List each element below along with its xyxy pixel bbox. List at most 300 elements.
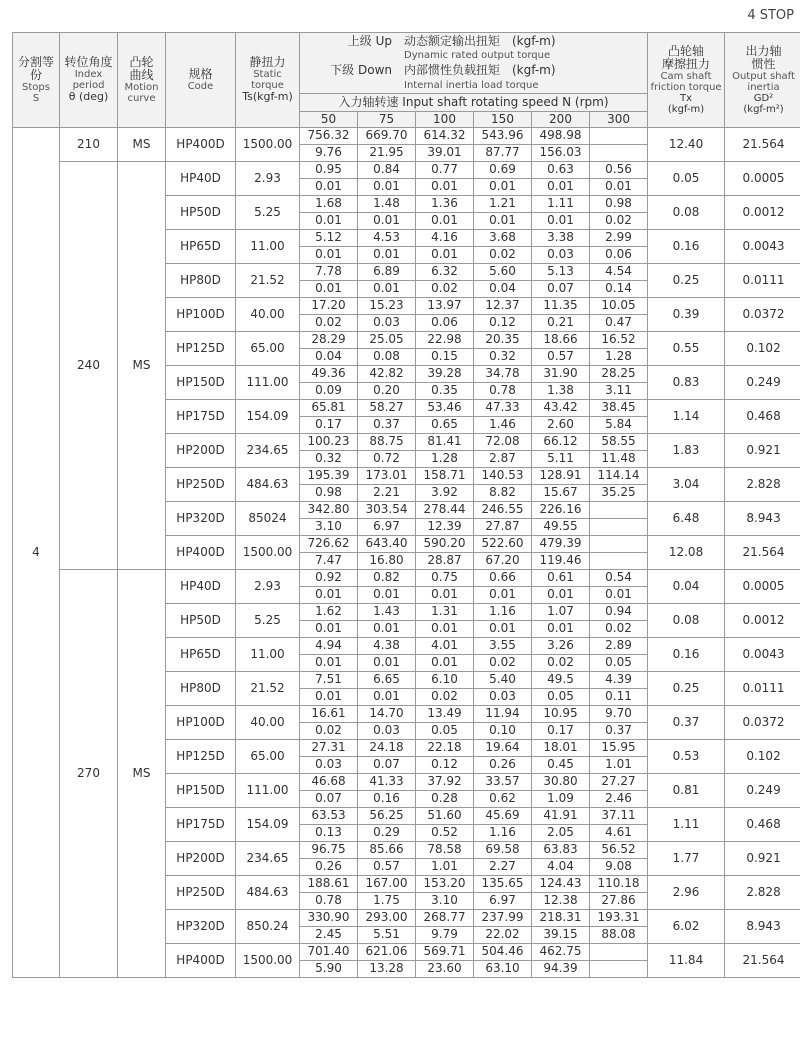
friction-torque-cell: 6.02	[648, 909, 725, 943]
up-torque-cell: 278.44	[416, 501, 474, 518]
up-torque-cell: 51.60	[416, 807, 474, 824]
inertia-cell: 0.921	[725, 433, 800, 467]
up-torque-cell: 1.36	[416, 195, 474, 212]
up-torque-cell: 0.84	[358, 161, 416, 178]
friction-torque-cell: 0.16	[648, 637, 725, 671]
static-torque-cell: 1500.00	[236, 943, 300, 977]
motion-curve: MS	[118, 161, 166, 569]
down-torque-cell: 0.37	[590, 722, 648, 739]
header-speed-label: 入力轴转速 Input shaft rotating speed N (rpm)	[300, 93, 648, 111]
down-torque-cell: 0.01	[358, 586, 416, 603]
up-torque-cell: 4.39	[590, 671, 648, 688]
inertia-cell: 0.249	[725, 773, 800, 807]
down-torque-cell: 0.21	[532, 314, 590, 331]
index-angle: 240	[60, 161, 118, 569]
up-torque-cell: 4.01	[416, 637, 474, 654]
up-torque-cell: 158.71	[416, 467, 474, 484]
static-torque-cell: 2.93	[236, 161, 300, 195]
down-torque-cell: 49.55	[532, 518, 590, 535]
down-torque-cell: 0.52	[416, 824, 474, 841]
down-torque-cell: 2.87	[474, 450, 532, 467]
down-torque-cell: 6.97	[474, 892, 532, 909]
down-torque-cell: 0.26	[300, 858, 358, 875]
code-cell: HP175D	[166, 807, 236, 841]
up-torque-cell: 78.58	[416, 841, 474, 858]
static-torque-cell: 154.09	[236, 807, 300, 841]
up-torque-cell: 188.61	[300, 875, 358, 892]
up-torque-cell: 756.32	[300, 127, 358, 144]
down-torque-cell: 39.01	[416, 144, 474, 161]
up-torque-cell: 10.95	[532, 705, 590, 722]
code-cell: HP320D	[166, 909, 236, 943]
up-torque-cell: 18.01	[532, 739, 590, 756]
down-torque-cell: 0.01	[358, 212, 416, 229]
down-torque-cell: 0.02	[474, 654, 532, 671]
up-torque-cell: 114.14	[590, 467, 648, 484]
down-torque-cell: 3.92	[416, 484, 474, 501]
down-torque-cell: 0.32	[300, 450, 358, 467]
static-torque-cell: 65.00	[236, 331, 300, 365]
up-torque-cell: 37.11	[590, 807, 648, 824]
down-torque-cell: 0.03	[474, 688, 532, 705]
inertia-cell: 8.943	[725, 909, 800, 943]
inertia-cell: 0.0012	[725, 603, 800, 637]
static-torque-cell: 40.00	[236, 705, 300, 739]
down-torque-cell: 0.01	[300, 246, 358, 263]
down-torque-cell: 0.07	[358, 756, 416, 773]
code-cell: HP80D	[166, 263, 236, 297]
speed-100: 100	[416, 111, 474, 127]
up-torque-cell: 47.33	[474, 399, 532, 416]
down-torque-cell: 0.45	[532, 756, 590, 773]
up-torque-cell: 56.25	[358, 807, 416, 824]
up-torque-cell: 621.06	[358, 943, 416, 960]
speed-75: 75	[358, 111, 416, 127]
down-torque-cell: 0.05	[532, 688, 590, 705]
up-torque-cell: 167.00	[358, 875, 416, 892]
down-torque-cell: 0.29	[358, 824, 416, 841]
static-torque-cell: 21.52	[236, 671, 300, 705]
down-torque-cell: 0.32	[474, 348, 532, 365]
inertia-cell: 0.0372	[725, 705, 800, 739]
up-torque-cell: 27.27	[590, 773, 648, 790]
up-torque-cell: 5.12	[300, 229, 358, 246]
down-torque-cell: 28.87	[416, 552, 474, 569]
down-torque-cell: 0.03	[358, 314, 416, 331]
index-angle: 270	[60, 569, 118, 977]
up-torque-cell: 303.54	[358, 501, 416, 518]
up-torque-cell: 0.66	[474, 569, 532, 586]
down-torque-cell: 63.10	[474, 960, 532, 977]
static-torque-cell: 234.65	[236, 841, 300, 875]
up-torque-cell: 49.36	[300, 365, 358, 382]
up-torque-cell: 63.83	[532, 841, 590, 858]
up-torque-cell: 31.90	[532, 365, 590, 382]
down-torque-cell: 0.02	[416, 688, 474, 705]
down-torque-cell: 0.72	[358, 450, 416, 467]
down-torque-cell: 0.01	[300, 178, 358, 195]
down-torque-cell: 2.27	[474, 858, 532, 875]
down-torque-cell: 39.15	[532, 926, 590, 943]
down-torque-cell: 0.09	[300, 382, 358, 399]
up-torque-cell: 100.23	[300, 433, 358, 450]
down-torque-cell: 35.25	[590, 484, 648, 501]
down-torque-cell: 0.01	[532, 178, 590, 195]
down-torque-cell: 0.17	[300, 416, 358, 433]
down-torque-cell: 0.62	[474, 790, 532, 807]
up-torque-cell: 13.97	[416, 297, 474, 314]
up-torque-cell: 17.20	[300, 297, 358, 314]
up-torque-cell: 110.18	[590, 875, 648, 892]
friction-torque-cell: 3.04	[648, 467, 725, 501]
code-cell: HP200D	[166, 841, 236, 875]
code-cell: HP250D	[166, 875, 236, 909]
up-torque-cell: 726.62	[300, 535, 358, 552]
down-torque-cell: 0.01	[474, 620, 532, 637]
down-torque-cell: 0.01	[416, 620, 474, 637]
code-cell: HP400D	[166, 943, 236, 977]
up-torque-cell: 19.64	[474, 739, 532, 756]
static-torque-cell: 5.25	[236, 195, 300, 229]
up-torque-cell: 7.78	[300, 263, 358, 280]
code-cell: HP150D	[166, 773, 236, 807]
up-torque-cell: 22.18	[416, 739, 474, 756]
down-torque-cell: 0.02	[474, 246, 532, 263]
friction-torque-cell: 0.39	[648, 297, 725, 331]
down-torque-cell: 0.01	[474, 586, 532, 603]
down-torque-cell: 0.01	[358, 654, 416, 671]
down-torque-cell: 2.05	[532, 824, 590, 841]
up-torque-cell: 16.61	[300, 705, 358, 722]
down-torque-cell: 0.01	[358, 280, 416, 297]
header-output-inertia: 出力轴 惯性 Output shaft inertia GD² (kgf-m²)	[725, 33, 800, 128]
down-torque-cell: 3.11	[590, 382, 648, 399]
table-body	[13, 127, 800, 977]
down-torque-cell: 12.39	[416, 518, 474, 535]
down-torque-cell: 87.77	[474, 144, 532, 161]
up-torque-cell: 41.33	[358, 773, 416, 790]
up-torque-cell: 0.69	[474, 161, 532, 178]
down-torque-cell: 0.02	[590, 212, 648, 229]
down-torque-cell: 0.08	[358, 348, 416, 365]
header-motion-curve: 凸轮 曲线 Motion curve	[118, 33, 166, 128]
down-torque-cell: 3.10	[300, 518, 358, 535]
down-torque-cell: 0.17	[532, 722, 590, 739]
inertia-cell: 0.102	[725, 331, 800, 365]
down-torque-cell: 23.60	[416, 960, 474, 977]
up-torque-cell: 0.82	[358, 569, 416, 586]
down-torque-cell: 0.02	[532, 654, 590, 671]
down-torque-cell: 0.78	[474, 382, 532, 399]
down-torque-cell: 0.57	[358, 858, 416, 875]
down-torque-cell: 0.16	[358, 790, 416, 807]
down-torque-cell: 1.38	[532, 382, 590, 399]
motion-curve: MS	[118, 569, 166, 977]
up-torque-cell: 65.81	[300, 399, 358, 416]
speed-50: 50	[300, 111, 358, 127]
up-torque-cell: 5.40	[474, 671, 532, 688]
code-cell: HP65D	[166, 637, 236, 671]
up-torque-cell: 218.31	[532, 909, 590, 926]
down-torque-cell: 0.01	[474, 212, 532, 229]
down-torque-cell: 0.98	[300, 484, 358, 501]
up-torque-cell: 2.99	[590, 229, 648, 246]
down-torque-cell: 1.46	[474, 416, 532, 433]
up-torque-cell: 42.82	[358, 365, 416, 382]
friction-torque-cell: 0.05	[648, 161, 725, 195]
up-torque-cell: 462.75	[532, 943, 590, 960]
code-cell: HP40D	[166, 161, 236, 195]
code-cell: HP80D	[166, 671, 236, 705]
table-row	[13, 161, 800, 178]
up-torque-cell: 1.21	[474, 195, 532, 212]
inertia-cell: 0.0372	[725, 297, 800, 331]
static-torque-cell: 484.63	[236, 875, 300, 909]
friction-torque-cell: 1.14	[648, 399, 725, 433]
inertia-cell: 0.921	[725, 841, 800, 875]
friction-torque-cell: 0.16	[648, 229, 725, 263]
down-torque-cell: 5.51	[358, 926, 416, 943]
friction-torque-cell: 0.25	[648, 671, 725, 705]
up-torque-cell: 72.08	[474, 433, 532, 450]
up-torque-cell: 1.16	[474, 603, 532, 620]
up-torque-cell: 330.90	[300, 909, 358, 926]
down-torque-cell: 0.01	[474, 178, 532, 195]
inertia-cell: 21.564	[725, 943, 800, 977]
down-torque-cell: 0.12	[416, 756, 474, 773]
up-torque-cell: 46.68	[300, 773, 358, 790]
friction-torque-cell: 0.53	[648, 739, 725, 773]
up-torque-cell: 4.53	[358, 229, 416, 246]
up-torque-cell: 195.39	[300, 467, 358, 484]
up-torque-cell: 4.16	[416, 229, 474, 246]
friction-torque-cell: 6.48	[648, 501, 725, 535]
inertia-cell: 0.0005	[725, 569, 800, 603]
stop-label: 4 STOP	[747, 8, 794, 23]
down-torque-cell: 2.46	[590, 790, 648, 807]
down-torque-cell: 0.01	[300, 586, 358, 603]
up-torque-cell: 15.23	[358, 297, 416, 314]
friction-torque-cell: 0.08	[648, 603, 725, 637]
inertia-cell: 0.468	[725, 399, 800, 433]
friction-torque-cell: 12.08	[648, 535, 725, 569]
down-torque-cell: 0.01	[416, 212, 474, 229]
static-torque-cell: 11.00	[236, 229, 300, 263]
up-torque-cell: 0.56	[590, 161, 648, 178]
table-row	[13, 569, 800, 586]
down-torque-cell: 15.67	[532, 484, 590, 501]
down-torque-cell: 1.01	[416, 858, 474, 875]
code-cell: HP50D	[166, 603, 236, 637]
friction-torque-cell: 11.84	[648, 943, 725, 977]
friction-torque-cell: 12.40	[648, 127, 725, 161]
up-torque-cell: 4.54	[590, 263, 648, 280]
up-torque-cell: 39.28	[416, 365, 474, 382]
down-torque-cell: 8.82	[474, 484, 532, 501]
down-torque-cell: 1.75	[358, 892, 416, 909]
down-torque-cell: 0.03	[358, 722, 416, 739]
down-torque-cell: 0.13	[300, 824, 358, 841]
up-torque-cell: 58.55	[590, 433, 648, 450]
down-torque-cell: 0.01	[300, 212, 358, 229]
up-torque-cell: 20.35	[474, 331, 532, 348]
inertia-cell: 0.468	[725, 807, 800, 841]
down-torque-cell: 0.01	[416, 586, 474, 603]
friction-torque-cell: 0.37	[648, 705, 725, 739]
friction-torque-cell: 1.11	[648, 807, 725, 841]
up-torque-cell	[590, 501, 648, 518]
up-torque-cell	[590, 127, 648, 144]
up-torque-cell: 6.10	[416, 671, 474, 688]
down-torque-cell: 0.03	[532, 246, 590, 263]
up-torque-cell: 81.41	[416, 433, 474, 450]
down-torque-cell: 2.45	[300, 926, 358, 943]
down-torque-cell: 0.02	[416, 280, 474, 297]
static-torque-cell: 5.25	[236, 603, 300, 637]
down-torque-cell: 156.03	[532, 144, 590, 161]
down-torque-cell: 0.01	[358, 178, 416, 195]
code-cell: HP200D	[166, 433, 236, 467]
up-torque-cell: 49.5	[532, 671, 590, 688]
up-torque-cell: 1.68	[300, 195, 358, 212]
down-torque-cell: 0.05	[590, 654, 648, 671]
up-torque-cell: 173.01	[358, 467, 416, 484]
up-torque-cell: 1.48	[358, 195, 416, 212]
up-torque-cell: 237.99	[474, 909, 532, 926]
up-torque-cell: 1.31	[416, 603, 474, 620]
down-torque-cell: 0.01	[358, 246, 416, 263]
down-torque-cell: 1.01	[590, 756, 648, 773]
code-cell: HP400D	[166, 127, 236, 161]
down-torque-cell: 0.78	[300, 892, 358, 909]
up-torque-cell: 1.62	[300, 603, 358, 620]
up-torque-cell: 543.96	[474, 127, 532, 144]
down-torque-cell: 0.04	[300, 348, 358, 365]
down-torque-cell: 11.48	[590, 450, 648, 467]
up-torque-cell: 6.32	[416, 263, 474, 280]
up-torque-cell: 124.43	[532, 875, 590, 892]
up-torque-cell: 85.66	[358, 841, 416, 858]
header-stops: 分割等份 Stops S	[13, 33, 60, 128]
down-torque-cell: 0.14	[590, 280, 648, 297]
up-torque-cell: 11.94	[474, 705, 532, 722]
stops-value: 4	[13, 127, 60, 977]
static-torque-cell: 65.00	[236, 739, 300, 773]
inertia-cell: 0.0043	[725, 637, 800, 671]
down-torque-cell: 0.01	[532, 620, 590, 637]
index-angle: 210	[60, 127, 118, 161]
up-torque-cell: 3.38	[532, 229, 590, 246]
up-torque-cell: 1.43	[358, 603, 416, 620]
code-cell: HP150D	[166, 365, 236, 399]
inertia-cell: 0.0111	[725, 263, 800, 297]
down-torque-cell: 0.11	[590, 688, 648, 705]
down-torque-cell: 4.04	[532, 858, 590, 875]
static-torque-cell: 21.52	[236, 263, 300, 297]
up-torque-cell: 10.05	[590, 297, 648, 314]
up-torque-cell: 569.71	[416, 943, 474, 960]
inertia-cell: 0.0012	[725, 195, 800, 229]
down-torque-cell: 22.02	[474, 926, 532, 943]
up-torque-cell: 293.00	[358, 909, 416, 926]
up-torque-cell: 268.77	[416, 909, 474, 926]
up-torque-cell: 246.55	[474, 501, 532, 518]
static-torque-cell: 2.93	[236, 569, 300, 603]
down-torque-cell: 0.07	[532, 280, 590, 297]
up-torque-cell: 88.75	[358, 433, 416, 450]
down-torque-cell: 2.60	[532, 416, 590, 433]
torque-spec-table	[12, 32, 800, 978]
up-torque-cell: 5.60	[474, 263, 532, 280]
up-torque-cell: 669.70	[358, 127, 416, 144]
down-torque-cell: 0.03	[300, 756, 358, 773]
header-dynamic-torque: 上级 Up 动态额定输出扭矩 (kgf-m) Dynamic rated output torque 下级 Down 内部惯性负载扭矩 (kgf-m) Internal inertia load torque	[300, 33, 648, 94]
up-torque-cell: 153.20	[416, 875, 474, 892]
down-torque-cell: 0.01	[590, 586, 648, 603]
code-cell: HP100D	[166, 705, 236, 739]
down-torque-cell: 1.28	[590, 348, 648, 365]
down-torque-cell: 9.79	[416, 926, 474, 943]
up-torque-cell: 0.77	[416, 161, 474, 178]
up-torque-cell: 16.52	[590, 331, 648, 348]
up-torque-cell: 34.78	[474, 365, 532, 382]
down-torque-cell: 16.80	[358, 552, 416, 569]
inertia-cell: 0.0005	[725, 161, 800, 195]
down-torque-cell: 0.26	[474, 756, 532, 773]
speed-200: 200	[532, 111, 590, 127]
friction-torque-cell: 1.77	[648, 841, 725, 875]
up-torque-cell: 643.40	[358, 535, 416, 552]
down-torque-cell: 12.38	[532, 892, 590, 909]
code-cell: HP40D	[166, 569, 236, 603]
up-torque-cell: 33.57	[474, 773, 532, 790]
up-torque-cell: 1.07	[532, 603, 590, 620]
up-torque-cell	[590, 535, 648, 552]
static-torque-cell: 1500.00	[236, 127, 300, 161]
up-torque-cell: 479.39	[532, 535, 590, 552]
down-torque-cell: 0.01	[532, 212, 590, 229]
code-cell: HP320D	[166, 501, 236, 535]
up-torque-cell: 3.26	[532, 637, 590, 654]
up-torque-cell: 69.58	[474, 841, 532, 858]
friction-torque-cell: 1.83	[648, 433, 725, 467]
down-torque-cell: 5.84	[590, 416, 648, 433]
motion-curve: MS	[118, 127, 166, 161]
up-torque-cell: 614.32	[416, 127, 474, 144]
static-torque-cell: 40.00	[236, 297, 300, 331]
down-torque-cell: 0.01	[416, 178, 474, 195]
up-torque-cell: 38.45	[590, 399, 648, 416]
down-torque-cell: 94.39	[532, 960, 590, 977]
down-torque-cell: 0.01	[532, 586, 590, 603]
up-torque-cell: 7.51	[300, 671, 358, 688]
up-torque-cell: 6.65	[358, 671, 416, 688]
down-torque-cell: 0.01	[300, 688, 358, 705]
down-torque-cell: 119.46	[532, 552, 590, 569]
up-torque-cell: 37.92	[416, 773, 474, 790]
down-torque-cell: 0.01	[358, 620, 416, 637]
up-torque-cell: 45.69	[474, 807, 532, 824]
up-torque-cell: 498.98	[532, 127, 590, 144]
up-torque-cell: 53.46	[416, 399, 474, 416]
down-torque-cell: 7.47	[300, 552, 358, 569]
up-torque-cell: 41.91	[532, 807, 590, 824]
inertia-cell: 21.564	[725, 535, 800, 569]
down-torque-cell: 0.02	[590, 620, 648, 637]
up-torque-cell: 1.11	[532, 195, 590, 212]
down-torque-cell: 9.08	[590, 858, 648, 875]
up-torque-cell: 522.60	[474, 535, 532, 552]
